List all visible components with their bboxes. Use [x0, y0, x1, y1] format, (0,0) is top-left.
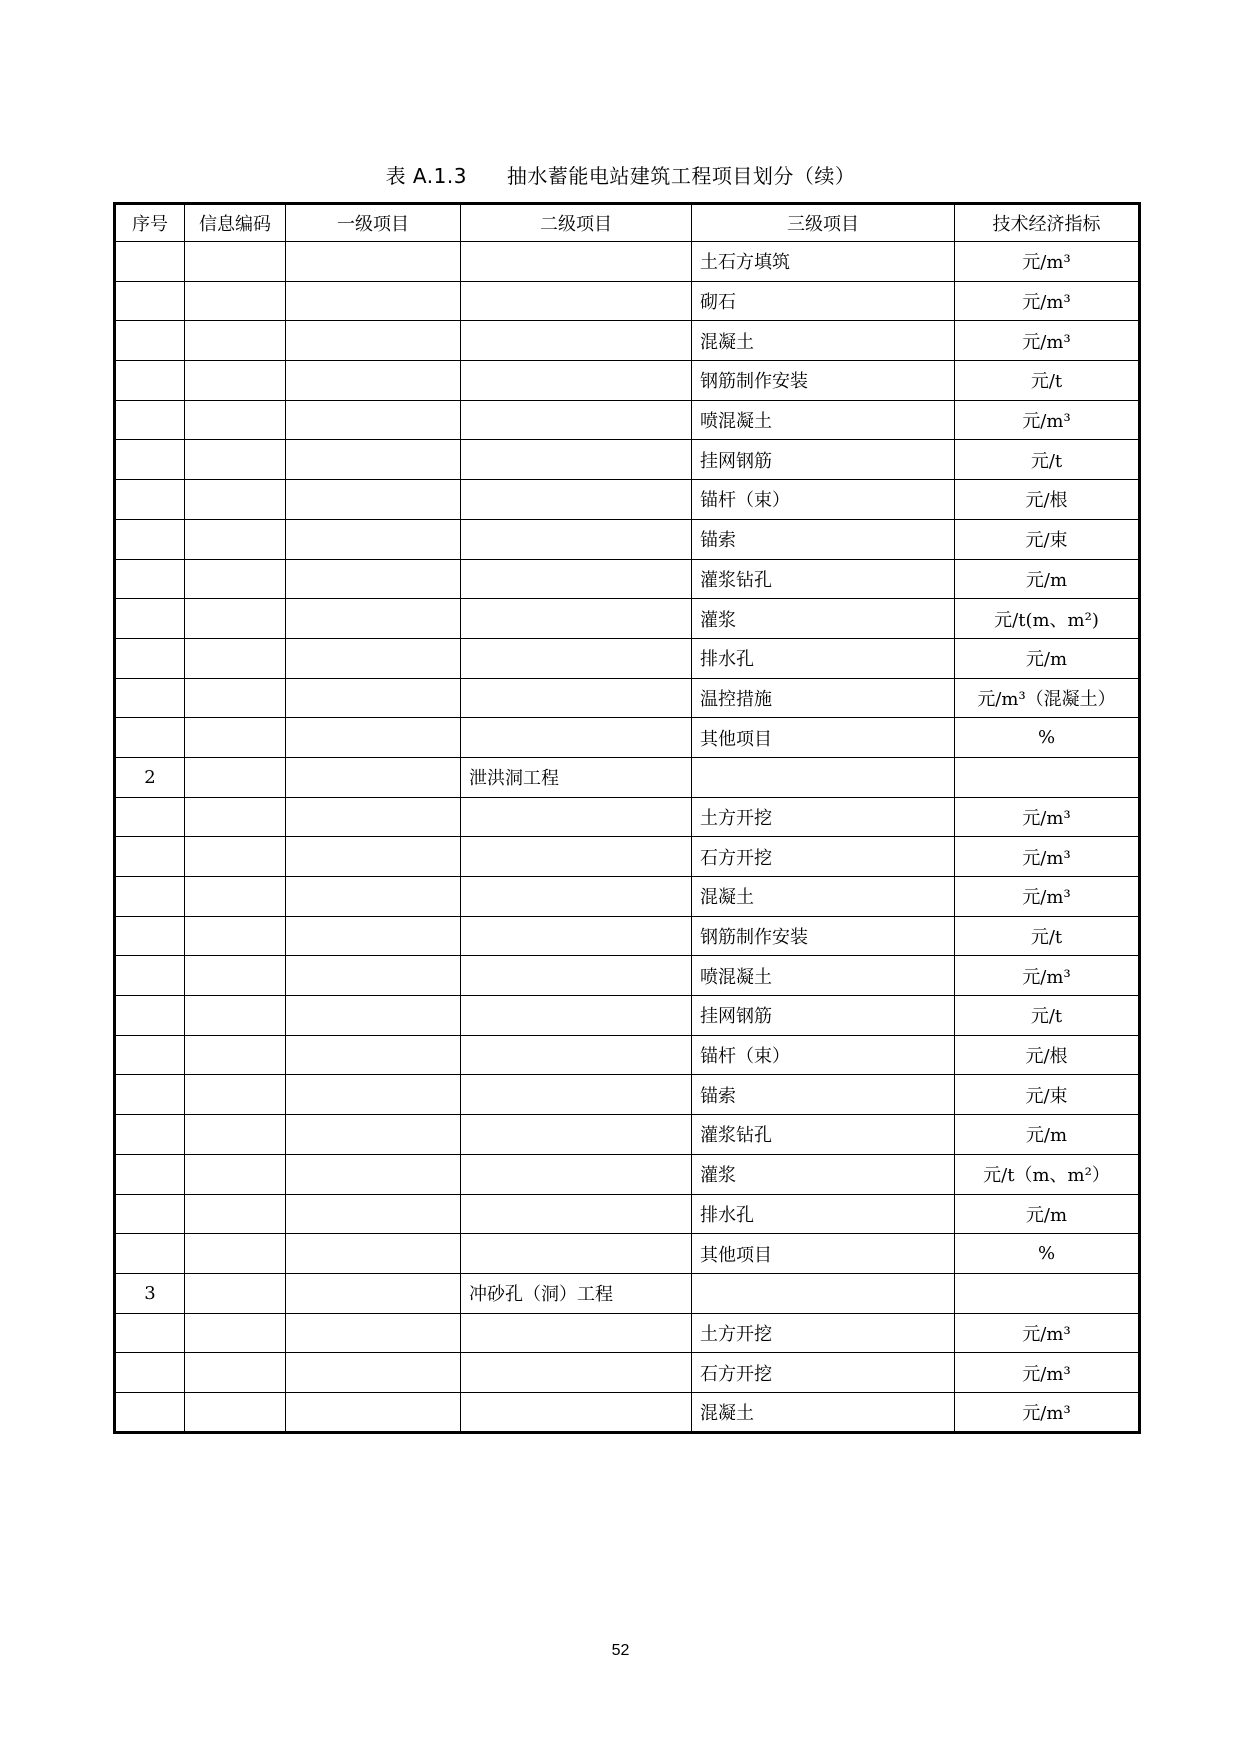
cell-serial-no: [115, 837, 185, 877]
cell-info-code: [185, 757, 286, 797]
cell-level3-item: 喷混凝土: [692, 400, 955, 440]
cell-level2-item: [461, 678, 692, 718]
table-row: [115, 916, 1140, 956]
cell-info-code: [185, 321, 286, 361]
cell-level1-item: [286, 757, 461, 797]
cell-tech-econ-index: 元/m³: [955, 877, 1140, 917]
table-row: [115, 242, 1140, 282]
table-caption: 抽水蓄能电站建筑工程项目划分（续）: [506, 164, 856, 188]
cell-info-code: [185, 956, 286, 996]
cell-level2-item: [461, 361, 692, 401]
table-row: [115, 877, 1140, 917]
cell-serial-no: [115, 1035, 185, 1075]
cell-serial-no: [115, 242, 185, 282]
cell-level1-item: [286, 1035, 461, 1075]
table-row: [115, 1234, 1140, 1274]
cell-tech-econ-index: 元/m³: [955, 956, 1140, 996]
cell-level2-item: [461, 956, 692, 996]
cell-info-code: [185, 1154, 286, 1194]
cell-level1-item: [286, 1075, 461, 1115]
cell-level2-item: [461, 1154, 692, 1194]
table-row: [115, 361, 1140, 401]
cell-info-code: [185, 559, 286, 599]
table-body: [115, 242, 1140, 1433]
cell-tech-econ-index: 元/m³: [955, 1313, 1140, 1353]
cell-info-code: [185, 996, 286, 1036]
cell-tech-econ-index: 元/根: [955, 1035, 1140, 1075]
table-row: [115, 837, 1140, 877]
table-row: [115, 1115, 1140, 1155]
table-row: [115, 996, 1140, 1036]
cell-level2-item: [461, 1115, 692, 1155]
cell-level1-item: [286, 400, 461, 440]
cell-tech-econ-index: [955, 757, 1140, 797]
table-row: [115, 757, 1140, 797]
cell-serial-no: [115, 797, 185, 837]
cell-level2-item: [461, 1234, 692, 1274]
cell-level1-item: [286, 1313, 461, 1353]
cell-serial-no: [115, 440, 185, 480]
table-row: [115, 281, 1140, 321]
cell-info-code: [185, 1353, 286, 1393]
table-title: [0, 160, 1241, 189]
cell-tech-econ-index: %: [955, 1234, 1140, 1274]
cell-tech-econ-index: 元/m³: [955, 797, 1140, 837]
table-row: [115, 321, 1140, 361]
table-header-row: [115, 204, 1140, 242]
cell-tech-econ-index: 元/t: [955, 361, 1140, 401]
cell-level3-item: 锚索: [692, 1075, 955, 1115]
cell-serial-no: 3: [115, 1273, 185, 1313]
table-row: [115, 519, 1140, 559]
cell-level1-item: [286, 678, 461, 718]
cell-level1-item: [286, 1115, 461, 1155]
cell-serial-no: [115, 877, 185, 917]
header-level1-item: 一级项目: [286, 204, 461, 242]
cell-level1-item: [286, 797, 461, 837]
cell-level1-item: [286, 1392, 461, 1432]
cell-serial-no: [115, 281, 185, 321]
cell-level3-item: 锚杆（束）: [692, 480, 955, 520]
cell-level1-item: [286, 321, 461, 361]
cell-info-code: [185, 599, 286, 639]
cell-level3-item: 挂网钢筋: [692, 440, 955, 480]
cell-level3-item: 喷混凝土: [692, 956, 955, 996]
cell-level2-item: [461, 916, 692, 956]
cell-level1-item: [286, 916, 461, 956]
cell-level3-item: 排水孔: [692, 1194, 955, 1234]
cell-level2-item: 泄洪洞工程: [461, 757, 692, 797]
cell-level2-item: [461, 1075, 692, 1115]
page-number: 52: [611, 1642, 630, 1659]
cell-level2-item: [461, 638, 692, 678]
cell-info-code: [185, 1313, 286, 1353]
cell-info-code: [185, 519, 286, 559]
project-division-table: [113, 202, 1141, 1434]
cell-info-code: [185, 1115, 286, 1155]
cell-serial-no: [115, 480, 185, 520]
cell-level1-item: [286, 1273, 461, 1313]
cell-level2-item: [461, 599, 692, 639]
cell-level1-item: [286, 718, 461, 758]
table-row: [115, 956, 1140, 996]
cell-tech-econ-index: 元/m³: [955, 400, 1140, 440]
cell-level3-item: 石方开挖: [692, 837, 955, 877]
cell-level2-item: [461, 281, 692, 321]
cell-level1-item: [286, 242, 461, 282]
cell-level2-item: [461, 321, 692, 361]
table-row: [115, 1035, 1140, 1075]
cell-level3-item: 混凝土: [692, 1392, 955, 1432]
cell-tech-econ-index: 元/t: [955, 996, 1140, 1036]
cell-level3-item: 钢筋制作安装: [692, 361, 955, 401]
cell-level1-item: [286, 361, 461, 401]
table-row: [115, 599, 1140, 639]
cell-info-code: [185, 1194, 286, 1234]
table-row: [115, 1154, 1140, 1194]
cell-level1-item: [286, 956, 461, 996]
cell-info-code: [185, 440, 286, 480]
cell-serial-no: [115, 1353, 185, 1393]
cell-level2-item: [461, 1313, 692, 1353]
cell-serial-no: [115, 559, 185, 599]
cell-info-code: [185, 1035, 286, 1075]
cell-serial-no: 2: [115, 757, 185, 797]
cell-level2-item: [461, 559, 692, 599]
cell-level3-item: 砌石: [692, 281, 955, 321]
cell-serial-no: [115, 718, 185, 758]
cell-info-code: [185, 1392, 286, 1432]
cell-level3-item: 其他项目: [692, 718, 955, 758]
cell-level1-item: [286, 1154, 461, 1194]
cell-level2-item: [461, 1392, 692, 1432]
cell-tech-econ-index: 元/束: [955, 519, 1140, 559]
cell-info-code: [185, 718, 286, 758]
cell-info-code: [185, 400, 286, 440]
cell-level3-item: [692, 757, 955, 797]
cell-info-code: [185, 361, 286, 401]
cell-serial-no: [115, 956, 185, 996]
cell-level3-item: 灌浆: [692, 1154, 955, 1194]
cell-tech-econ-index: 元/m³: [955, 242, 1140, 282]
table-row: [115, 797, 1140, 837]
cell-level3-item: 土方开挖: [692, 797, 955, 837]
cell-info-code: [185, 837, 286, 877]
cell-serial-no: [115, 916, 185, 956]
cell-serial-no: [115, 519, 185, 559]
cell-tech-econ-index: 元/t（m、m²）: [955, 1154, 1140, 1194]
cell-level2-item: [461, 1194, 692, 1234]
cell-level1-item: [286, 638, 461, 678]
cell-serial-no: [115, 1194, 185, 1234]
header-tech-econ-index: 技术经济指标: [955, 204, 1140, 242]
cell-serial-no: [115, 678, 185, 718]
cell-level2-item: [461, 519, 692, 559]
cell-level2-item: 冲砂孔（洞）工程: [461, 1273, 692, 1313]
cell-level3-item: 土方开挖: [692, 1313, 955, 1353]
cell-level3-item: 混凝土: [692, 321, 955, 361]
cell-serial-no: [115, 638, 185, 678]
cell-level2-item: [461, 837, 692, 877]
table-row: [115, 1075, 1140, 1115]
cell-level2-item: [461, 877, 692, 917]
cell-tech-econ-index: 元/t: [955, 916, 1140, 956]
cell-serial-no: [115, 361, 185, 401]
cell-level1-item: [286, 559, 461, 599]
cell-level1-item: [286, 837, 461, 877]
cell-level3-item: 灌浆钻孔: [692, 559, 955, 599]
cell-info-code: [185, 1273, 286, 1313]
cell-level1-item: [286, 1234, 461, 1274]
table-row: [115, 1194, 1140, 1234]
cell-level2-item: [461, 996, 692, 1036]
cell-tech-econ-index: 元/束: [955, 1075, 1140, 1115]
header-level2-item: 二级项目: [461, 204, 692, 242]
cell-level1-item: [286, 877, 461, 917]
cell-level2-item: [461, 440, 692, 480]
cell-info-code: [185, 242, 286, 282]
cell-info-code: [185, 638, 286, 678]
cell-serial-no: [115, 1313, 185, 1353]
table-row: [115, 718, 1140, 758]
cell-level1-item: [286, 996, 461, 1036]
cell-level3-item: [692, 1273, 955, 1313]
table-row: [115, 1313, 1140, 1353]
cell-level2-item: [461, 480, 692, 520]
cell-serial-no: [115, 1392, 185, 1432]
header-serial-no: 序号: [115, 204, 185, 242]
cell-level3-item: 钢筋制作安装: [692, 916, 955, 956]
cell-info-code: [185, 678, 286, 718]
cell-serial-no: [115, 1154, 185, 1194]
cell-level3-item: 灌浆钻孔: [692, 1115, 955, 1155]
cell-level2-item: [461, 400, 692, 440]
cell-tech-econ-index: 元/根: [955, 480, 1140, 520]
table-row: [115, 1353, 1140, 1393]
cell-level2-item: [461, 797, 692, 837]
table-row: [115, 559, 1140, 599]
table-row: [115, 1392, 1140, 1432]
cell-serial-no: [115, 599, 185, 639]
cell-tech-econ-index: 元/t: [955, 440, 1140, 480]
cell-serial-no: [115, 1115, 185, 1155]
cell-level1-item: [286, 519, 461, 559]
cell-tech-econ-index: 元/m³（混凝土）: [955, 678, 1140, 718]
header-level3-item: 三级项目: [692, 204, 955, 242]
cell-level3-item: 锚杆（束）: [692, 1035, 955, 1075]
cell-level3-item: 土石方填筑: [692, 242, 955, 282]
cell-level3-item: 石方开挖: [692, 1353, 955, 1393]
cell-level1-item: [286, 1353, 461, 1393]
cell-level3-item: 其他项目: [692, 1234, 955, 1274]
cell-level2-item: [461, 718, 692, 758]
cell-level3-item: 挂网钢筋: [692, 996, 955, 1036]
cell-level2-item: [461, 1353, 692, 1393]
cell-tech-econ-index: 元/m³: [955, 837, 1140, 877]
cell-level1-item: [286, 480, 461, 520]
cell-info-code: [185, 281, 286, 321]
cell-level3-item: 混凝土: [692, 877, 955, 917]
cell-tech-econ-index: 元/t(m、m²): [955, 599, 1140, 639]
cell-serial-no: [115, 996, 185, 1036]
cell-tech-econ-index: 元/m³: [955, 1392, 1140, 1432]
table-code: 表 A.1.3: [385, 164, 467, 188]
cell-tech-econ-index: 元/m: [955, 1194, 1140, 1234]
cell-tech-econ-index: 元/m: [955, 638, 1140, 678]
cell-level1-item: [286, 599, 461, 639]
cell-level3-item: 排水孔: [692, 638, 955, 678]
cell-tech-econ-index: 元/m³: [955, 1353, 1140, 1393]
cell-tech-econ-index: 元/m: [955, 559, 1140, 599]
cell-info-code: [185, 1234, 286, 1274]
cell-serial-no: [115, 321, 185, 361]
cell-level3-item: 锚索: [692, 519, 955, 559]
table-row: [115, 678, 1140, 718]
table-row: [115, 440, 1140, 480]
table-row: [115, 400, 1140, 440]
cell-serial-no: [115, 1234, 185, 1274]
cell-serial-no: [115, 1075, 185, 1115]
cell-info-code: [185, 480, 286, 520]
cell-level1-item: [286, 440, 461, 480]
cell-tech-econ-index: 元/m³: [955, 281, 1140, 321]
cell-tech-econ-index: %: [955, 718, 1140, 758]
cell-level1-item: [286, 281, 461, 321]
cell-tech-econ-index: 元/m: [955, 1115, 1140, 1155]
cell-info-code: [185, 1075, 286, 1115]
cell-level3-item: 温控措施: [692, 678, 955, 718]
cell-serial-no: [115, 400, 185, 440]
cell-info-code: [185, 916, 286, 956]
cell-info-code: [185, 797, 286, 837]
cell-level2-item: [461, 1035, 692, 1075]
table-row: [115, 480, 1140, 520]
table-row: [115, 1273, 1140, 1313]
table-row: [115, 638, 1140, 678]
header-info-code: 信息编码: [185, 204, 286, 242]
cell-level2-item: [461, 242, 692, 282]
cell-level3-item: 灌浆: [692, 599, 955, 639]
cell-tech-econ-index: [955, 1273, 1140, 1313]
cell-level1-item: [286, 1194, 461, 1234]
cell-info-code: [185, 877, 286, 917]
cell-tech-econ-index: 元/m³: [955, 321, 1140, 361]
